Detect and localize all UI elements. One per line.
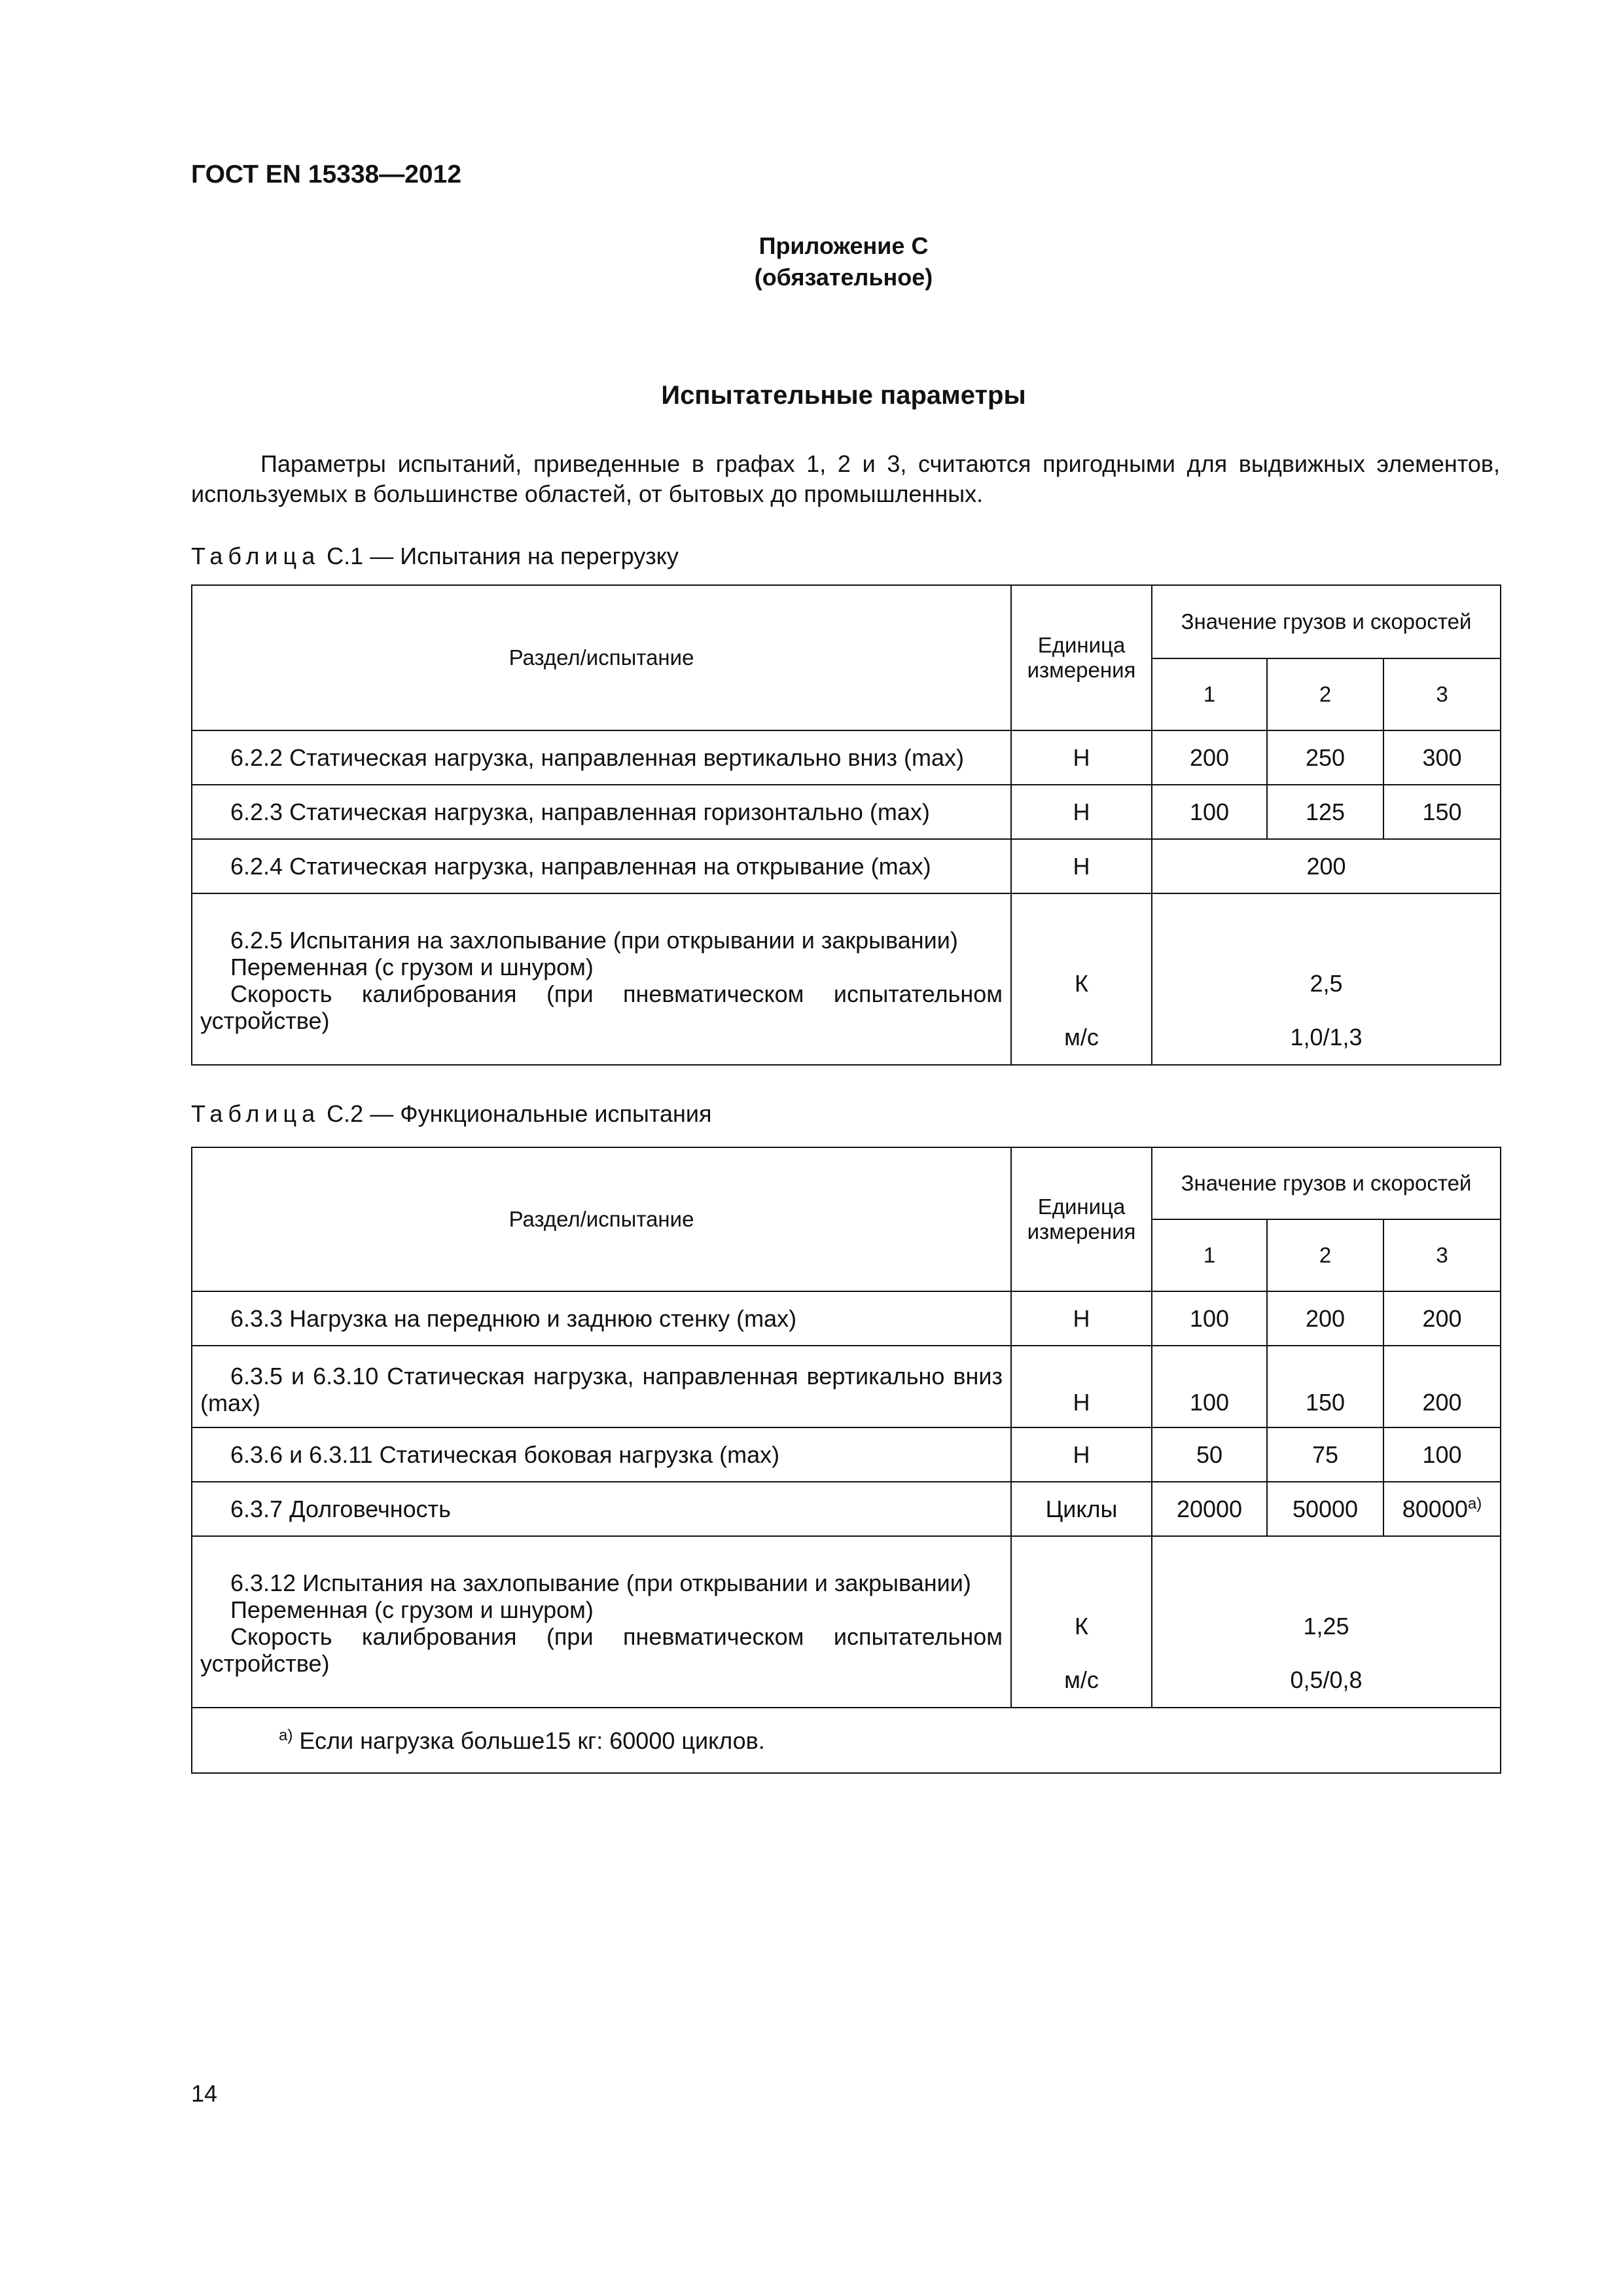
value-merged: 1,0/1,3 — [1290, 1024, 1363, 1050]
value-3 — [1383, 1482, 1501, 1536]
table-row — [192, 1291, 1501, 1346]
test-unit: Н — [1011, 1291, 1152, 1346]
table1-caption — [191, 543, 679, 570]
header-section-test: Раздел/испытание — [192, 585, 1011, 730]
section-title: Испытательные параметры — [661, 381, 1026, 410]
value-merged: 200 — [1152, 839, 1501, 893]
test-unit: м/с — [1064, 1024, 1099, 1050]
test-unit: Н — [1011, 1346, 1152, 1427]
slam-test-line-2: Скорость калибрования (при пневматическом испытательном устройстве) — [200, 1623, 1003, 1677]
test-unit: К — [1075, 1613, 1088, 1640]
test-name: 6.2.3 Статическая нагрузка, направленная горизонтально (max) — [192, 785, 1011, 839]
header-unit: Единица измерения — [1011, 585, 1152, 730]
annex-status: (обязательное) — [754, 264, 933, 291]
table1-caption-prefix: Таблица — [191, 543, 321, 569]
slam-test-title: 6.2.5 Испытания на захлопывание (при открывании и закрывании) — [230, 927, 958, 954]
test-unit: Н — [1011, 839, 1152, 893]
table-row — [192, 1427, 1501, 1482]
value-2: 75 — [1267, 1427, 1383, 1482]
test-unit: К — [1075, 970, 1088, 997]
slam-test-title: 6.3.12 Испытания на захлопывание (при открывании и закрывании) — [230, 1570, 971, 1596]
value-1: 100 — [1152, 1346, 1267, 1427]
test-unit-stack — [1011, 893, 1152, 1065]
value-merged: 0,5/0,8 — [1290, 1666, 1363, 1693]
table-footnote — [192, 1708, 1501, 1773]
table-footnote-row — [192, 1708, 1501, 1773]
test-unit: Н — [1011, 1427, 1152, 1482]
header-col-1: 1 — [1152, 658, 1267, 730]
header-col-2: 2 — [1267, 658, 1383, 730]
value-1: 20000 — [1152, 1482, 1267, 1536]
header-section-test: Раздел/испытание — [192, 1147, 1011, 1291]
value-1: 200 — [1152, 730, 1267, 785]
table-row — [192, 730, 1501, 785]
table-row — [192, 1482, 1501, 1536]
table2-caption — [191, 1100, 711, 1128]
value-3: 100 — [1383, 1427, 1501, 1482]
table-row — [192, 1536, 1501, 1708]
test-name: 6.3.6 и 6.3.11 Статическая боковая нагрузка (max) — [192, 1427, 1011, 1482]
header-values-group: Значение грузов и скоростей — [1152, 1147, 1501, 1219]
table1-caption-text: С.1 — Испытания на перегрузку — [327, 543, 679, 569]
header-values-group: Значение грузов и скоростей — [1152, 585, 1501, 658]
slam-test-line-2: Скорость калибрования (при пневматическом испытательном устройстве) — [200, 980, 1003, 1034]
slam-test-line-1: Переменная (с грузом и шнуром) — [230, 954, 594, 980]
test-name: 6.3.3 Нагрузка на переднюю и заднюю стенку (max) — [192, 1291, 1011, 1346]
table2-caption-text: С.2 — Функциональные испытания — [327, 1100, 712, 1127]
value-3: 200 — [1383, 1346, 1501, 1427]
table2-caption-prefix: Таблица — [191, 1100, 321, 1127]
header-col-2: 2 — [1267, 1219, 1383, 1291]
annex-heading — [0, 230, 1623, 293]
value-3: 150 — [1383, 785, 1501, 839]
value-merged: 1,25 — [1303, 1613, 1349, 1640]
intro-paragraph: Параметры испытаний, приведенные в графах 1, 2 и 3, считаются пригодными для выдвижных элементов, используемых в большинстве областей, от бытовых до промышленных. — [191, 450, 1500, 507]
value-2: 150 — [1267, 1346, 1383, 1427]
test-name-multiline — [192, 1536, 1011, 1708]
header-col-3: 3 — [1383, 658, 1501, 730]
value-2: 50000 — [1267, 1482, 1383, 1536]
test-unit: м/с — [1064, 1666, 1099, 1693]
value-2: 250 — [1267, 730, 1383, 785]
test-unit: Циклы — [1011, 1482, 1152, 1536]
test-name: 6.3.7 Долговечность — [192, 1482, 1011, 1536]
header-col-1: 1 — [1152, 1219, 1267, 1291]
value-3: 300 — [1383, 730, 1501, 785]
value-3: 200 — [1383, 1291, 1501, 1346]
test-name: 6.2.4 Статическая нагрузка, направленная на открывание (max) — [192, 839, 1011, 893]
value-stack — [1152, 1536, 1501, 1708]
document-code: ГОСТ EN 15338—2012 — [191, 160, 462, 188]
footnote-ref: а) — [1467, 1495, 1482, 1513]
test-unit-stack — [1011, 1536, 1152, 1708]
value-merged: 2,5 — [1310, 970, 1343, 997]
test-unit: Н — [1011, 730, 1152, 785]
table-row — [192, 893, 1501, 1065]
table-row — [192, 1346, 1501, 1427]
page-number: 14 — [191, 2080, 218, 2107]
test-name: 6.2.2 Статическая нагрузка, направленная вертикально вниз (max) — [192, 730, 1011, 785]
value-2: 200 — [1267, 1291, 1383, 1346]
table-row — [192, 839, 1501, 893]
test-name-text: 6.3.5 и 6.3.10 Статическая нагрузка, направленная вертикально вниз (max) — [200, 1362, 1003, 1416]
annex-title: Приложение С — [758, 232, 929, 259]
table-functional-tests — [191, 1147, 1501, 1774]
value-stack — [1152, 893, 1501, 1065]
test-name-multiline — [192, 893, 1011, 1065]
value-1: 100 — [1152, 785, 1267, 839]
test-name — [192, 1346, 1011, 1427]
value-1: 100 — [1152, 1291, 1267, 1346]
value-2: 125 — [1267, 785, 1383, 839]
table-row — [192, 785, 1501, 839]
value-1: 50 — [1152, 1427, 1267, 1482]
test-unit: Н — [1011, 785, 1152, 839]
footnote-mark: а) — [279, 1726, 293, 1744]
value-3-text: 80000 — [1402, 1496, 1468, 1522]
table-overload-tests — [191, 584, 1501, 1066]
header-unit: Единица измерения — [1011, 1147, 1152, 1291]
footnote-text: Если нагрузка больше15 кг: 60000 циклов. — [299, 1727, 765, 1754]
header-col-3: 3 — [1383, 1219, 1501, 1291]
slam-test-line-1: Переменная (с грузом и шнуром) — [230, 1596, 594, 1623]
